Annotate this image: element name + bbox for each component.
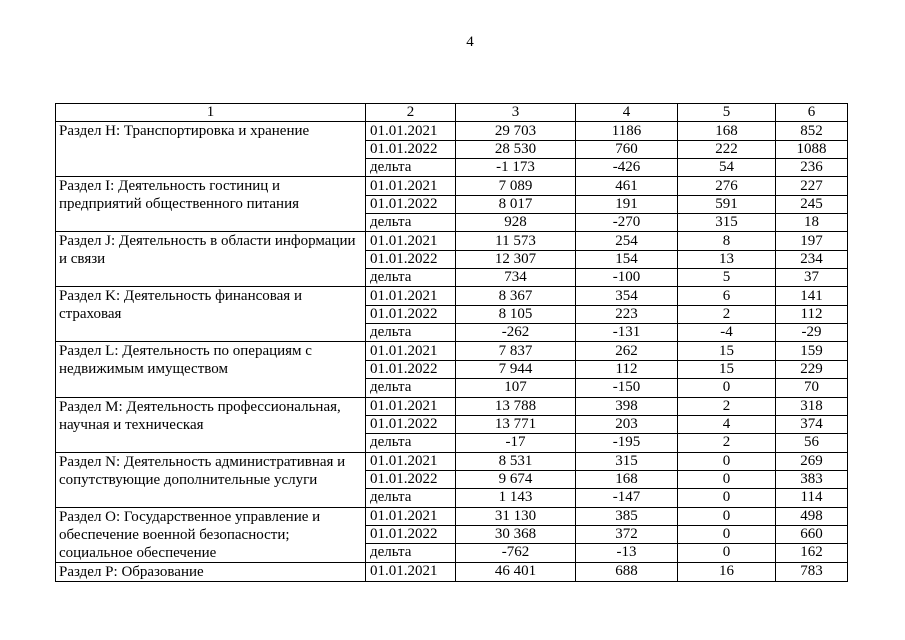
value-cell: -270 (576, 214, 678, 232)
value-cell: 660 (776, 525, 848, 543)
period-cell: дельта (366, 324, 456, 342)
value-cell: 13 788 (456, 397, 576, 415)
value-cell: 7 837 (456, 342, 576, 360)
value-cell: 31 130 (456, 507, 576, 525)
table-row (56, 232, 848, 250)
header-row (56, 104, 848, 122)
period-cell: 01.01.2021 (366, 122, 456, 140)
period-cell: дельта (366, 544, 456, 562)
value-cell: 9 674 (456, 470, 576, 488)
value-cell: -1 173 (456, 159, 576, 177)
period-cell: дельта (366, 269, 456, 287)
value-cell: 2 (678, 305, 776, 323)
value-cell: 383 (776, 470, 848, 488)
period-cell: 01.01.2022 (366, 360, 456, 378)
value-cell: 0 (678, 452, 776, 470)
value-cell: -426 (576, 159, 678, 177)
value-cell: 354 (576, 287, 678, 305)
value-cell: 852 (776, 122, 848, 140)
section-label: Раздел H: Транспортировка и хранение (56, 122, 366, 177)
period-cell: 01.01.2022 (366, 470, 456, 488)
value-cell: 315 (678, 214, 776, 232)
value-cell: 5 (678, 269, 776, 287)
value-cell: 11 573 (456, 232, 576, 250)
value-cell: 2 (678, 397, 776, 415)
period-cell: 01.01.2022 (366, 525, 456, 543)
value-cell: 46 401 (456, 562, 576, 581)
value-cell: 7 944 (456, 360, 576, 378)
value-cell: 203 (576, 415, 678, 433)
value-cell: 591 (678, 195, 776, 213)
period-cell: 01.01.2021 (366, 452, 456, 470)
section-label: Раздел I: Деятельность гостиниц и предприятий общественного питания (56, 177, 366, 232)
table-row (56, 287, 848, 305)
value-cell: 2 (678, 434, 776, 452)
value-cell: 56 (776, 434, 848, 452)
value-cell: -762 (456, 544, 576, 562)
period-cell: 01.01.2021 (366, 397, 456, 415)
period-cell: дельта (366, 379, 456, 397)
column-header: 1 (56, 104, 366, 122)
value-cell: 318 (776, 397, 848, 415)
value-cell: 227 (776, 177, 848, 195)
value-cell: 8 531 (456, 452, 576, 470)
section-label: Раздел L: Деятельность по операциям с недвижимым имуществом (56, 342, 366, 397)
value-cell: -17 (456, 434, 576, 452)
value-cell: 30 368 (456, 525, 576, 543)
value-cell: 498 (776, 507, 848, 525)
table-body (56, 122, 848, 581)
value-cell: 223 (576, 305, 678, 323)
value-cell: -150 (576, 379, 678, 397)
column-header: 2 (366, 104, 456, 122)
value-cell: 1186 (576, 122, 678, 140)
section-label: Раздел O: Государственное управление и обеспечение военной безопасности; социальное обеспечение (56, 507, 366, 562)
value-cell: 928 (456, 214, 576, 232)
table-row (56, 562, 848, 581)
value-cell: 222 (678, 140, 776, 158)
value-cell: 0 (678, 507, 776, 525)
value-cell: -4 (678, 324, 776, 342)
value-cell: 783 (776, 562, 848, 581)
value-cell: 269 (776, 452, 848, 470)
value-cell: 112 (576, 360, 678, 378)
section-label: Раздел P: Образование (56, 562, 366, 581)
table-row (56, 397, 848, 415)
data-table (55, 103, 848, 582)
period-cell: 01.01.2021 (366, 232, 456, 250)
value-cell: 734 (456, 269, 576, 287)
section-label: Раздел M: Деятельность профессиональная, научная и техническая (56, 397, 366, 452)
value-cell: 107 (456, 379, 576, 397)
period-cell: 01.01.2021 (366, 507, 456, 525)
value-cell: 7 089 (456, 177, 576, 195)
value-cell: 168 (678, 122, 776, 140)
value-cell: 191 (576, 195, 678, 213)
table-row (56, 342, 848, 360)
value-cell: 15 (678, 342, 776, 360)
value-cell: 245 (776, 195, 848, 213)
value-cell: 28 530 (456, 140, 576, 158)
period-cell: 01.01.2021 (366, 287, 456, 305)
period-cell: 01.01.2022 (366, 140, 456, 158)
value-cell: 262 (576, 342, 678, 360)
table-row (56, 122, 848, 140)
table-row (56, 452, 848, 470)
section-label: Раздел N: Деятельность административная и сопутствующие дополнительные услуги (56, 452, 366, 507)
period-cell: 01.01.2022 (366, 415, 456, 433)
period-cell: дельта (366, 159, 456, 177)
value-cell: 141 (776, 287, 848, 305)
value-cell: 398 (576, 397, 678, 415)
value-cell: 4 (678, 415, 776, 433)
value-cell: -147 (576, 489, 678, 507)
value-cell: 276 (678, 177, 776, 195)
period-cell: 01.01.2021 (366, 177, 456, 195)
value-cell: -262 (456, 324, 576, 342)
value-cell: 0 (678, 489, 776, 507)
value-cell: 13 (678, 250, 776, 268)
value-cell: 162 (776, 544, 848, 562)
value-cell: 13 771 (456, 415, 576, 433)
value-cell: -195 (576, 434, 678, 452)
section-label: Раздел J: Деятельность в области информации и связи (56, 232, 366, 287)
period-cell: дельта (366, 434, 456, 452)
value-cell: 760 (576, 140, 678, 158)
value-cell: 0 (678, 470, 776, 488)
value-cell: -100 (576, 269, 678, 287)
value-cell: 254 (576, 232, 678, 250)
value-cell: 168 (576, 470, 678, 488)
column-header: 6 (776, 104, 848, 122)
value-cell: 461 (576, 177, 678, 195)
value-cell: 0 (678, 525, 776, 543)
value-cell: 1 143 (456, 489, 576, 507)
value-cell: 16 (678, 562, 776, 581)
value-cell: 315 (576, 452, 678, 470)
value-cell: 0 (678, 544, 776, 562)
value-cell: 159 (776, 342, 848, 360)
column-header: 3 (456, 104, 576, 122)
value-cell: 0 (678, 379, 776, 397)
table-row (56, 177, 848, 195)
period-cell: 01.01.2022 (366, 250, 456, 268)
value-cell: 112 (776, 305, 848, 323)
column-header: 5 (678, 104, 776, 122)
value-cell: 54 (678, 159, 776, 177)
value-cell: 29 703 (456, 122, 576, 140)
value-cell: 236 (776, 159, 848, 177)
value-cell: -131 (576, 324, 678, 342)
value-cell: 37 (776, 269, 848, 287)
page-number: 4 (466, 34, 474, 50)
value-cell: 15 (678, 360, 776, 378)
value-cell: 8 105 (456, 305, 576, 323)
value-cell: 1088 (776, 140, 848, 158)
value-cell: 385 (576, 507, 678, 525)
value-cell: 8 367 (456, 287, 576, 305)
value-cell: -13 (576, 544, 678, 562)
value-cell: 154 (576, 250, 678, 268)
value-cell: 372 (576, 525, 678, 543)
value-cell: 374 (776, 415, 848, 433)
column-header: 4 (576, 104, 678, 122)
value-cell: 70 (776, 379, 848, 397)
value-cell: 18 (776, 214, 848, 232)
period-cell: дельта (366, 214, 456, 232)
value-cell: 229 (776, 360, 848, 378)
period-cell: 01.01.2022 (366, 305, 456, 323)
period-cell: 01.01.2021 (366, 342, 456, 360)
table-row (56, 507, 848, 525)
value-cell: 197 (776, 232, 848, 250)
section-label: Раздел K: Деятельность финансовая и страховая (56, 287, 366, 342)
value-cell: 688 (576, 562, 678, 581)
value-cell: 8 017 (456, 195, 576, 213)
value-cell: 234 (776, 250, 848, 268)
value-cell: 6 (678, 287, 776, 305)
period-cell: 01.01.2022 (366, 195, 456, 213)
value-cell: 114 (776, 489, 848, 507)
table-header (56, 104, 848, 122)
value-cell: 8 (678, 232, 776, 250)
period-cell: дельта (366, 489, 456, 507)
value-cell: 12 307 (456, 250, 576, 268)
value-cell: -29 (776, 324, 848, 342)
period-cell: 01.01.2021 (366, 562, 456, 581)
